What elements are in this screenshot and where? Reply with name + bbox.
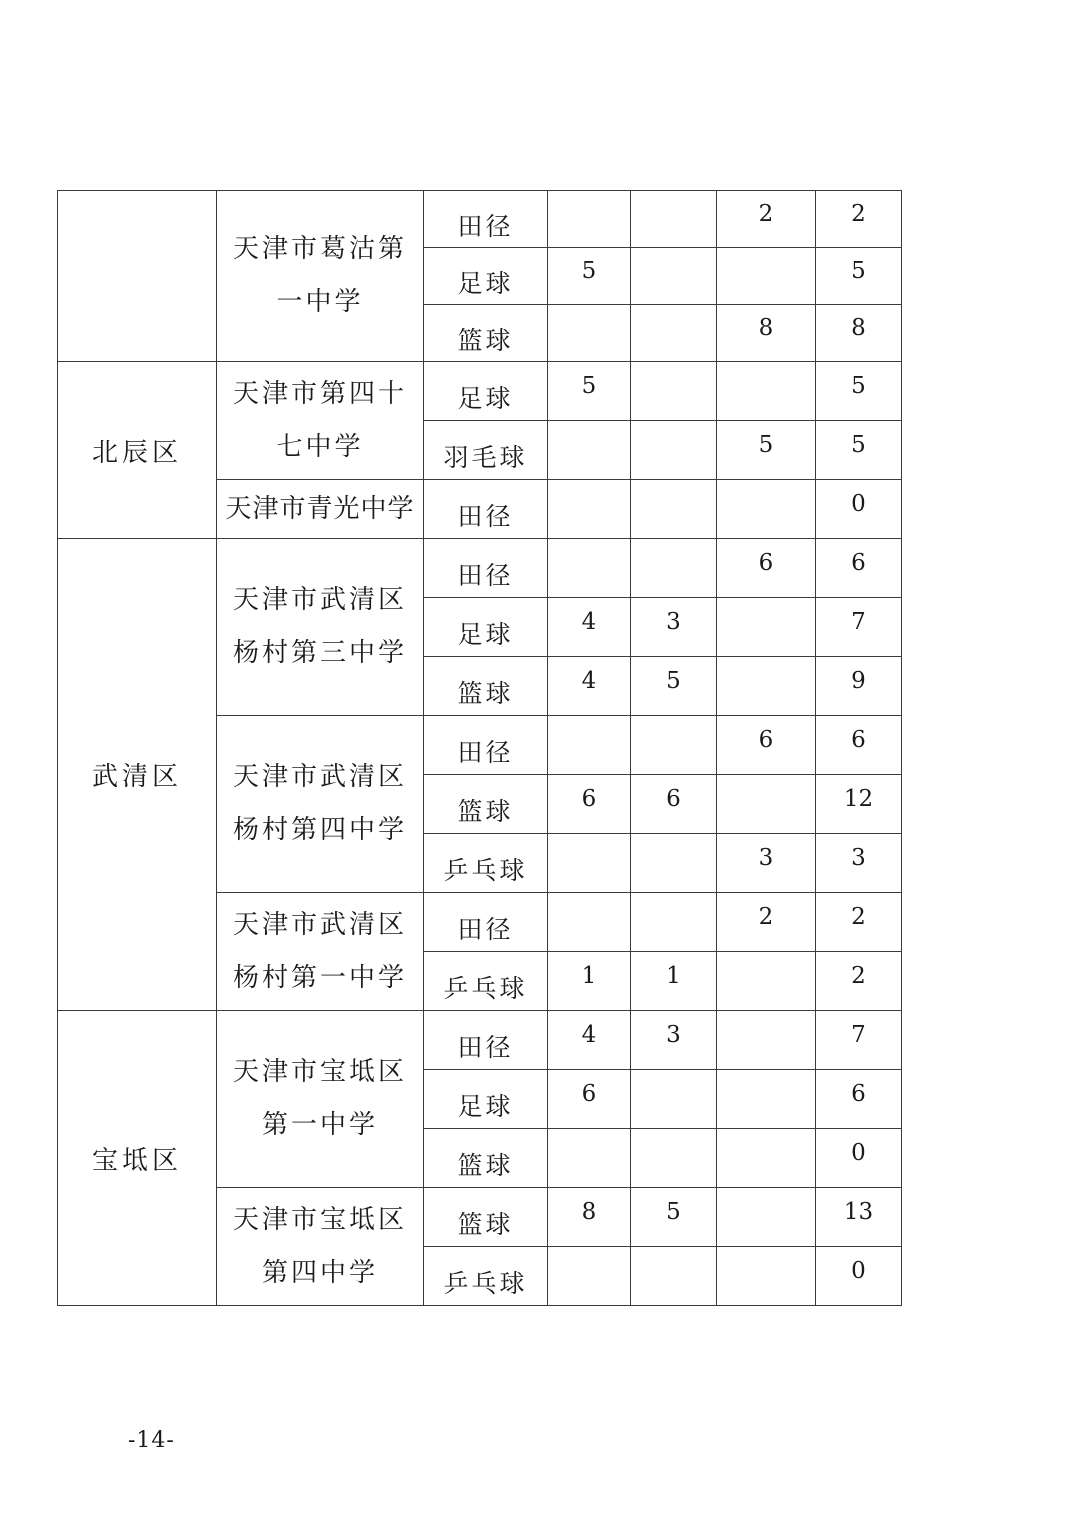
count-cell bbox=[548, 1247, 631, 1306]
total-cell: 9 bbox=[816, 657, 902, 716]
count-cell bbox=[717, 598, 816, 657]
count-cell bbox=[548, 893, 631, 952]
district-cell bbox=[58, 191, 217, 362]
school-name: 天津市武清区杨村第一中学 bbox=[232, 909, 407, 993]
count-cell: 6 bbox=[717, 539, 816, 598]
count-cell bbox=[548, 539, 631, 598]
count-cell bbox=[631, 539, 717, 598]
count-cell bbox=[717, 1011, 816, 1070]
school-cell bbox=[217, 1188, 424, 1306]
count-cell bbox=[717, 1188, 816, 1247]
count-cell: 6 bbox=[548, 1070, 631, 1129]
count-cell: 5 bbox=[548, 248, 631, 305]
sport-cell: 乒乓球 bbox=[424, 834, 548, 893]
count-cell: 1 bbox=[548, 952, 631, 1011]
total-cell: 5 bbox=[816, 421, 902, 480]
total-cell: 12 bbox=[816, 775, 902, 834]
count-cell bbox=[548, 305, 631, 362]
district-cell: 北辰区 bbox=[58, 362, 217, 539]
sport-cell: 篮球 bbox=[424, 305, 548, 362]
total-cell: 7 bbox=[816, 598, 902, 657]
count-cell bbox=[717, 657, 816, 716]
total-cell: 0 bbox=[816, 1129, 902, 1188]
sport-cell: 田径 bbox=[424, 893, 548, 952]
total-cell: 7 bbox=[816, 1011, 902, 1070]
count-cell: 2 bbox=[717, 191, 816, 248]
count-cell: 2 bbox=[717, 893, 816, 952]
count-cell: 3 bbox=[631, 598, 717, 657]
school-cell bbox=[217, 1011, 424, 1188]
count-cell: 8 bbox=[548, 1188, 631, 1247]
total-cell: 8 bbox=[816, 305, 902, 362]
sport-cell: 篮球 bbox=[424, 1188, 548, 1247]
sport-cell: 田径 bbox=[424, 480, 548, 539]
count-cell bbox=[631, 421, 717, 480]
count-cell: 6 bbox=[631, 775, 717, 834]
sport-cell: 篮球 bbox=[424, 657, 548, 716]
count-cell: 3 bbox=[717, 834, 816, 893]
total-cell: 2 bbox=[816, 893, 902, 952]
count-cell bbox=[631, 893, 717, 952]
school-name: 天津市武清区杨村第三中学 bbox=[232, 585, 407, 668]
table-row bbox=[58, 539, 902, 598]
count-cell bbox=[631, 1070, 717, 1129]
school-cell bbox=[217, 362, 424, 480]
page-number: -14- bbox=[128, 1428, 175, 1453]
count-cell bbox=[631, 480, 717, 539]
count-cell: 4 bbox=[548, 1011, 631, 1070]
sport-cell: 足球 bbox=[424, 598, 548, 657]
school-name: 天津市青光中学 bbox=[225, 493, 415, 524]
school-cell bbox=[217, 539, 424, 716]
total-cell: 2 bbox=[816, 191, 902, 248]
count-cell bbox=[631, 1247, 717, 1306]
school-cell bbox=[217, 893, 424, 1011]
count-cell bbox=[717, 480, 816, 539]
count-cell bbox=[717, 1070, 816, 1129]
count-cell bbox=[717, 775, 816, 834]
count-cell: 5 bbox=[631, 657, 717, 716]
total-cell: 6 bbox=[816, 539, 902, 598]
sport-cell: 篮球 bbox=[424, 775, 548, 834]
school-name: 天津市葛沽第一中学 bbox=[232, 234, 407, 317]
school-name: 天津市宝坻区第四中学 bbox=[232, 1204, 407, 1288]
sport-cell: 田径 bbox=[424, 191, 548, 248]
count-cell: 4 bbox=[548, 598, 631, 657]
district-cell: 武清区 bbox=[58, 539, 217, 1011]
district-cell: 宝坻区 bbox=[58, 1011, 217, 1306]
total-cell: 3 bbox=[816, 834, 902, 893]
total-cell: 2 bbox=[816, 952, 902, 1011]
school-cell bbox=[217, 716, 424, 893]
sport-cell: 足球 bbox=[424, 1070, 548, 1129]
sport-cell: 田径 bbox=[424, 1011, 548, 1070]
count-cell bbox=[548, 421, 631, 480]
sport-cell: 田径 bbox=[424, 539, 548, 598]
count-cell bbox=[548, 1129, 631, 1188]
table-row bbox=[58, 1011, 902, 1070]
sport-cell: 足球 bbox=[424, 362, 548, 421]
count-cell bbox=[717, 248, 816, 305]
table-row bbox=[58, 191, 902, 248]
school-cell bbox=[217, 191, 424, 362]
count-cell bbox=[631, 362, 717, 421]
sport-cell: 乒乓球 bbox=[424, 1247, 548, 1306]
total-cell: 0 bbox=[816, 480, 902, 539]
count-cell: 1 bbox=[631, 952, 717, 1011]
total-cell: 6 bbox=[816, 1070, 902, 1129]
count-cell: 5 bbox=[548, 362, 631, 421]
count-cell bbox=[631, 305, 717, 362]
count-cell bbox=[548, 191, 631, 248]
school-name: 天津市武清区杨村第四中学 bbox=[232, 762, 407, 845]
total-cell: 6 bbox=[816, 716, 902, 775]
total-cell: 0 bbox=[816, 1247, 902, 1306]
total-cell: 5 bbox=[816, 362, 902, 421]
count-cell bbox=[548, 480, 631, 539]
count-cell bbox=[717, 952, 816, 1011]
count-cell bbox=[717, 362, 816, 421]
count-cell bbox=[631, 1129, 717, 1188]
school-name: 天津市第四十七中学 bbox=[232, 378, 407, 462]
count-cell: 3 bbox=[631, 1011, 717, 1070]
sport-cell: 田径 bbox=[424, 716, 548, 775]
count-cell: 6 bbox=[717, 716, 816, 775]
count-cell bbox=[631, 834, 717, 893]
sport-cell: 羽毛球 bbox=[424, 421, 548, 480]
school-name: 天津市宝坻区第一中学 bbox=[232, 1057, 407, 1140]
table-row bbox=[58, 362, 902, 421]
count-cell bbox=[548, 716, 631, 775]
count-cell bbox=[631, 248, 717, 305]
count-cell bbox=[548, 834, 631, 893]
count-cell: 6 bbox=[548, 775, 631, 834]
count-cell bbox=[717, 1129, 816, 1188]
count-cell bbox=[631, 191, 717, 248]
count-cell bbox=[717, 1247, 816, 1306]
count-cell: 4 bbox=[548, 657, 631, 716]
total-cell: 13 bbox=[816, 1188, 902, 1247]
count-cell: 8 bbox=[717, 305, 816, 362]
school-cell bbox=[217, 480, 424, 539]
sport-cell: 篮球 bbox=[424, 1129, 548, 1188]
count-cell bbox=[631, 716, 717, 775]
total-cell: 5 bbox=[816, 248, 902, 305]
count-cell: 5 bbox=[717, 421, 816, 480]
count-cell: 5 bbox=[631, 1188, 717, 1247]
sport-cell: 乒乓球 bbox=[424, 952, 548, 1011]
sport-cell: 足球 bbox=[424, 248, 548, 305]
quota-table bbox=[57, 190, 902, 1306]
